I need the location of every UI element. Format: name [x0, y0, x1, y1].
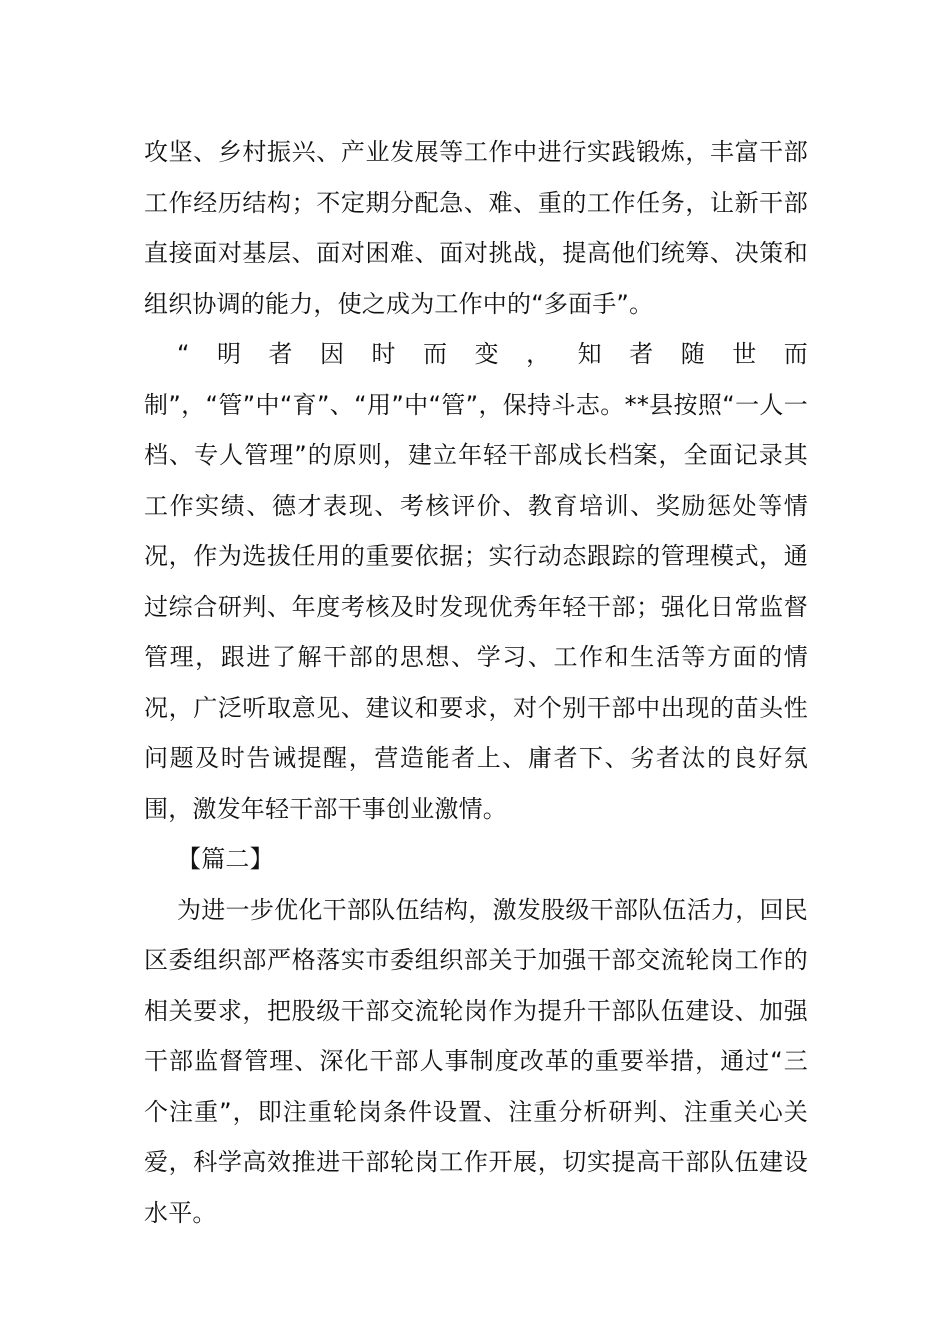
section-heading: 【篇二】	[177, 845, 274, 873]
paragraph-management: “明者因时而变，知者随世而制”，“管”中“育”、“用”中“管”，保持斗志。**县按照“一人一档、专人管理”的原则，建立年轻干部成长档案，全面记录其工作实绩、德才表现、考核评价、教育培训、奖励惩处等情况，作为选拔任用的重要依据；实行动态跟踪的管理模式，通过综合研判、年度考核及时发现优秀年轻干部；强化日常监督管理，跟进了解干部的思想、学习、工作和生活等方面的情况，广泛听取意见、建议和要求，对个别干部中出现的苗头性问题及时告诫提醒，营造能者上、庸者下、劣者汰的良好氛围，激发年轻干部干事创业激情。	[144, 340, 808, 823]
paragraph-rotation: 为进一步优化干部队伍结构，激发股级干部队伍活力，回民区委组织部严格落实市委组织部关于加强干部交流轮岗工作的相关要求，把股级干部交流轮岗作为提升干部队伍建设、加强干部监督管理、深化干部人事制度改革的重要举措，通过“三个注重”，即注重轮岗条件设置、注重分析研判、注重关心关爱，科学高效推进干部轮岗工作开展，切实提高干部队伍建设水平。	[144, 895, 808, 1227]
document-body	[144, 127, 808, 1238]
paragraph-continuation: 攻坚、乡村振兴、产业发展等工作中进行实践锻炼，丰富干部工作经历结构；不定期分配急、难、重的工作任务，让新干部直接面对基层、面对困难、面对挑战，提高他们统筹、决策和组织协调的能力，使之成为工作中的“多面手”。	[144, 138, 808, 318]
